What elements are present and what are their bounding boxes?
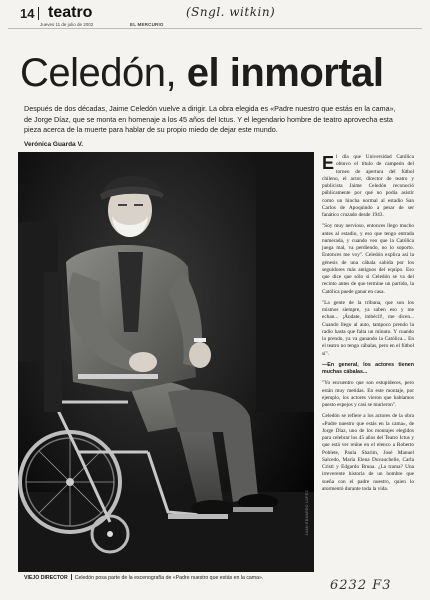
article-deck: Después de dos décadas, Jaime Celedón vuelve a dirigir. La obra elegida es «Padre nuestro que estás en la cama», de Jorge Díaz, que se monta en homenaje a los 45 años del Ictus. Y el legendario hombre de teatro aprovecha esta pieza acerca de la muerte para hablar de su propio miedo de dejar este mundo. [24, 104, 396, 134]
archive-number: 6232 F3 [330, 578, 392, 593]
photo-caption [24, 574, 324, 581]
interview-question: —En general, los actores tienen muchas cábalas... [322, 361, 414, 375]
paragraph-1: El día que Universidad Católica obtuvo el título de campeón del torneo de apertura del fútbol chileno, el actor, director de teatro y publicista Jaime Celedón reconoció públicamente por qué no podía asistir como un hincha normal al estadio San Carlos de Apoquindo a pesar de ser fanático cruzado desde 1943. [322, 153, 414, 218]
header-rule [8, 28, 422, 29]
paragraph-5: Celedón se refiere a los actores de la obra «Padre nuestro que estás en la cama», de Jorge Díaz, uno de los montajes elegidos para celebrar los 45 años del Teatro Ictus y que está ver reúne en el elenco a Roberto Poblete, Paula Sharim, José Manuel Salcedo, María Elena Duvauchelle, Carla Cristi y Edgardo Bruna. ¿La trama? Una irreverente historia de un hombre que sueña con el padre nuestro, quien lo atormentó durante toda la vida. [322, 413, 414, 492]
paragraph-3: "La gente de la tribuna, que son los mismos siempre, ya saben eso y me echan... ¡Ándate, imbécil!, me dicen... Cuando llego al auto, tampoco prendo la radio hasta que falta un minuto. Y cuando la prendo, ya va ganando la Católica... En el teatro no tengo cábalas, pero en el fútbol sí". [322, 299, 414, 357]
publication-name: EL MERCURIO [130, 22, 164, 27]
caption-text: Celedón posa parte de la escenografía de «Padre nuestro que estás en la cama». [74, 575, 264, 581]
article-photo [18, 152, 314, 572]
article-body [322, 154, 414, 497]
headline-bold: el inmortal [186, 51, 384, 95]
photo-director-wheelchair [18, 152, 314, 572]
page-number: 14 [20, 6, 43, 21]
paragraph-2: "Soy muy nervioso, entonces llego mucho antes al estadio, y eso que tengo entrada numerada, y cuando veo que la Católica juega mal, va perdiendo, no lo soporto. Entonces me voy". Celedón explica así la génesis de una cábala sabida por los seguidores más antiguos del equipo. Eso que dice que sólo si Celedón se va del recinto antes de que termine un partido, la Católica puede ganar en casa. [322, 223, 414, 295]
dateline: Jueves 11 de julio de 2002 [40, 22, 94, 27]
headline [20, 50, 420, 96]
headline-regular: Celedón, [20, 51, 187, 95]
byline: Verónica Guarda V. [24, 141, 84, 148]
photo-credit: JUAN EDUARDO LOPEZ [305, 490, 309, 536]
page-header [8, 3, 422, 25]
caption-label: VIEJO DIRECTOR [24, 575, 68, 581]
drop-cap: E [322, 153, 335, 173]
section-title: teatro [48, 4, 93, 21]
handwritten-note: (Sngl. witkin) [186, 5, 276, 19]
paragraph-4: "Yo encuentro que son estupideces, pero están muy metidas. En este montaje, por ejemplo, los actores vieron que habíamos puesto espejos y casi se murieron". [322, 380, 414, 408]
